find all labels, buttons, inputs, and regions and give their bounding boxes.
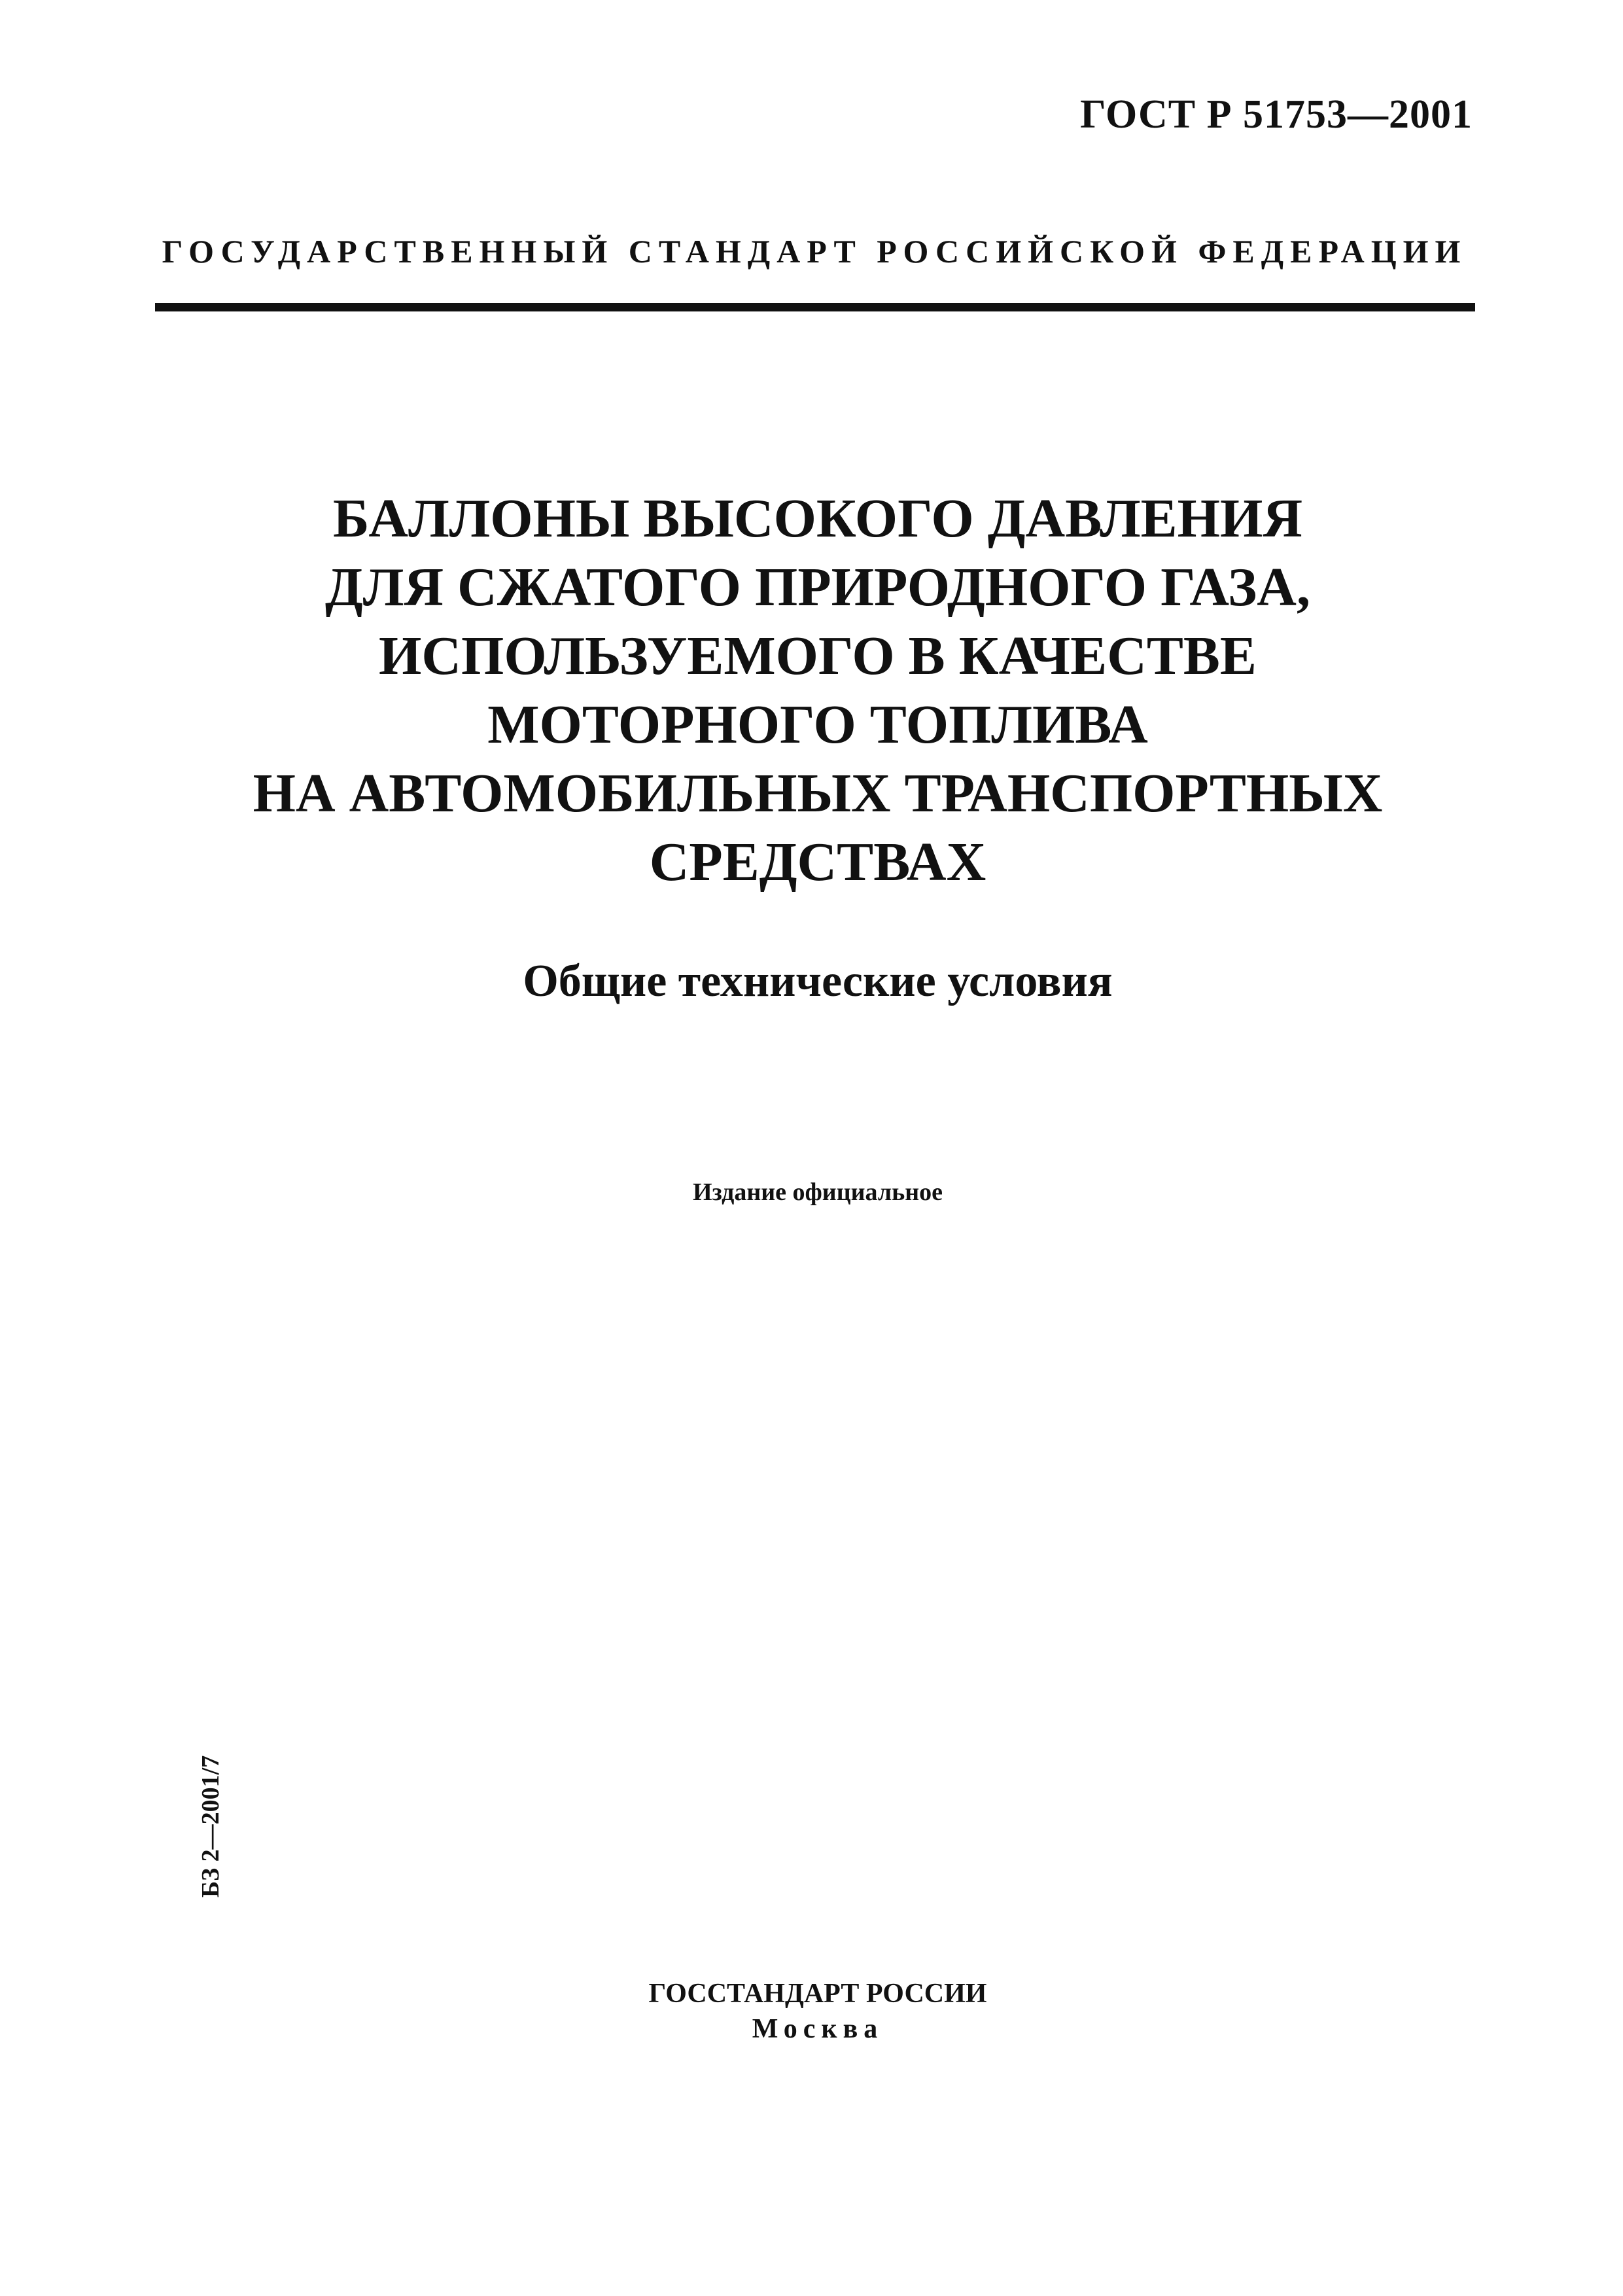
title-line-3: ИСПОЛЬЗУЕМОГО В КАЧЕСТВЕ <box>379 626 1257 686</box>
title-line-2: ДЛЯ СЖАТОГО ПРИРОДНОГО ГАЗА, <box>325 557 1310 618</box>
publisher-block <box>157 1976 1478 2047</box>
title-line-4: МОТОРНОГО ТОПЛИВА <box>487 694 1148 755</box>
state-standard-heading: ГОСУДАРСТВЕННЫЙ СТАНДАРТ РОССИЙСКОЙ ФЕДЕРАЦИИ <box>162 233 1467 270</box>
side-code: БЗ 2—2001/7 <box>197 1755 224 1898</box>
title-line-1: БАЛЛОНЫ ВЫСОКОГО ДАВЛЕНИЯ <box>332 488 1303 549</box>
publisher-city: Москва <box>752 2014 884 2044</box>
title-line-6: СРЕДСТВАХ <box>649 832 986 892</box>
header-divider <box>155 303 1475 311</box>
document-subtitle: Общие технические условия <box>523 956 1113 1006</box>
edition-label: Издание официальное <box>692 1178 943 1206</box>
document-title <box>157 484 1478 896</box>
publisher-name: ГОССТАНДАРТ РОССИИ <box>648 1979 987 2009</box>
doc-number: ГОСТ Р 51753—2001 <box>1080 92 1473 137</box>
title-line-5: НА АВТОМОБИЛЬНЫХ ТРАНСПОРТНЫХ <box>253 763 1383 824</box>
